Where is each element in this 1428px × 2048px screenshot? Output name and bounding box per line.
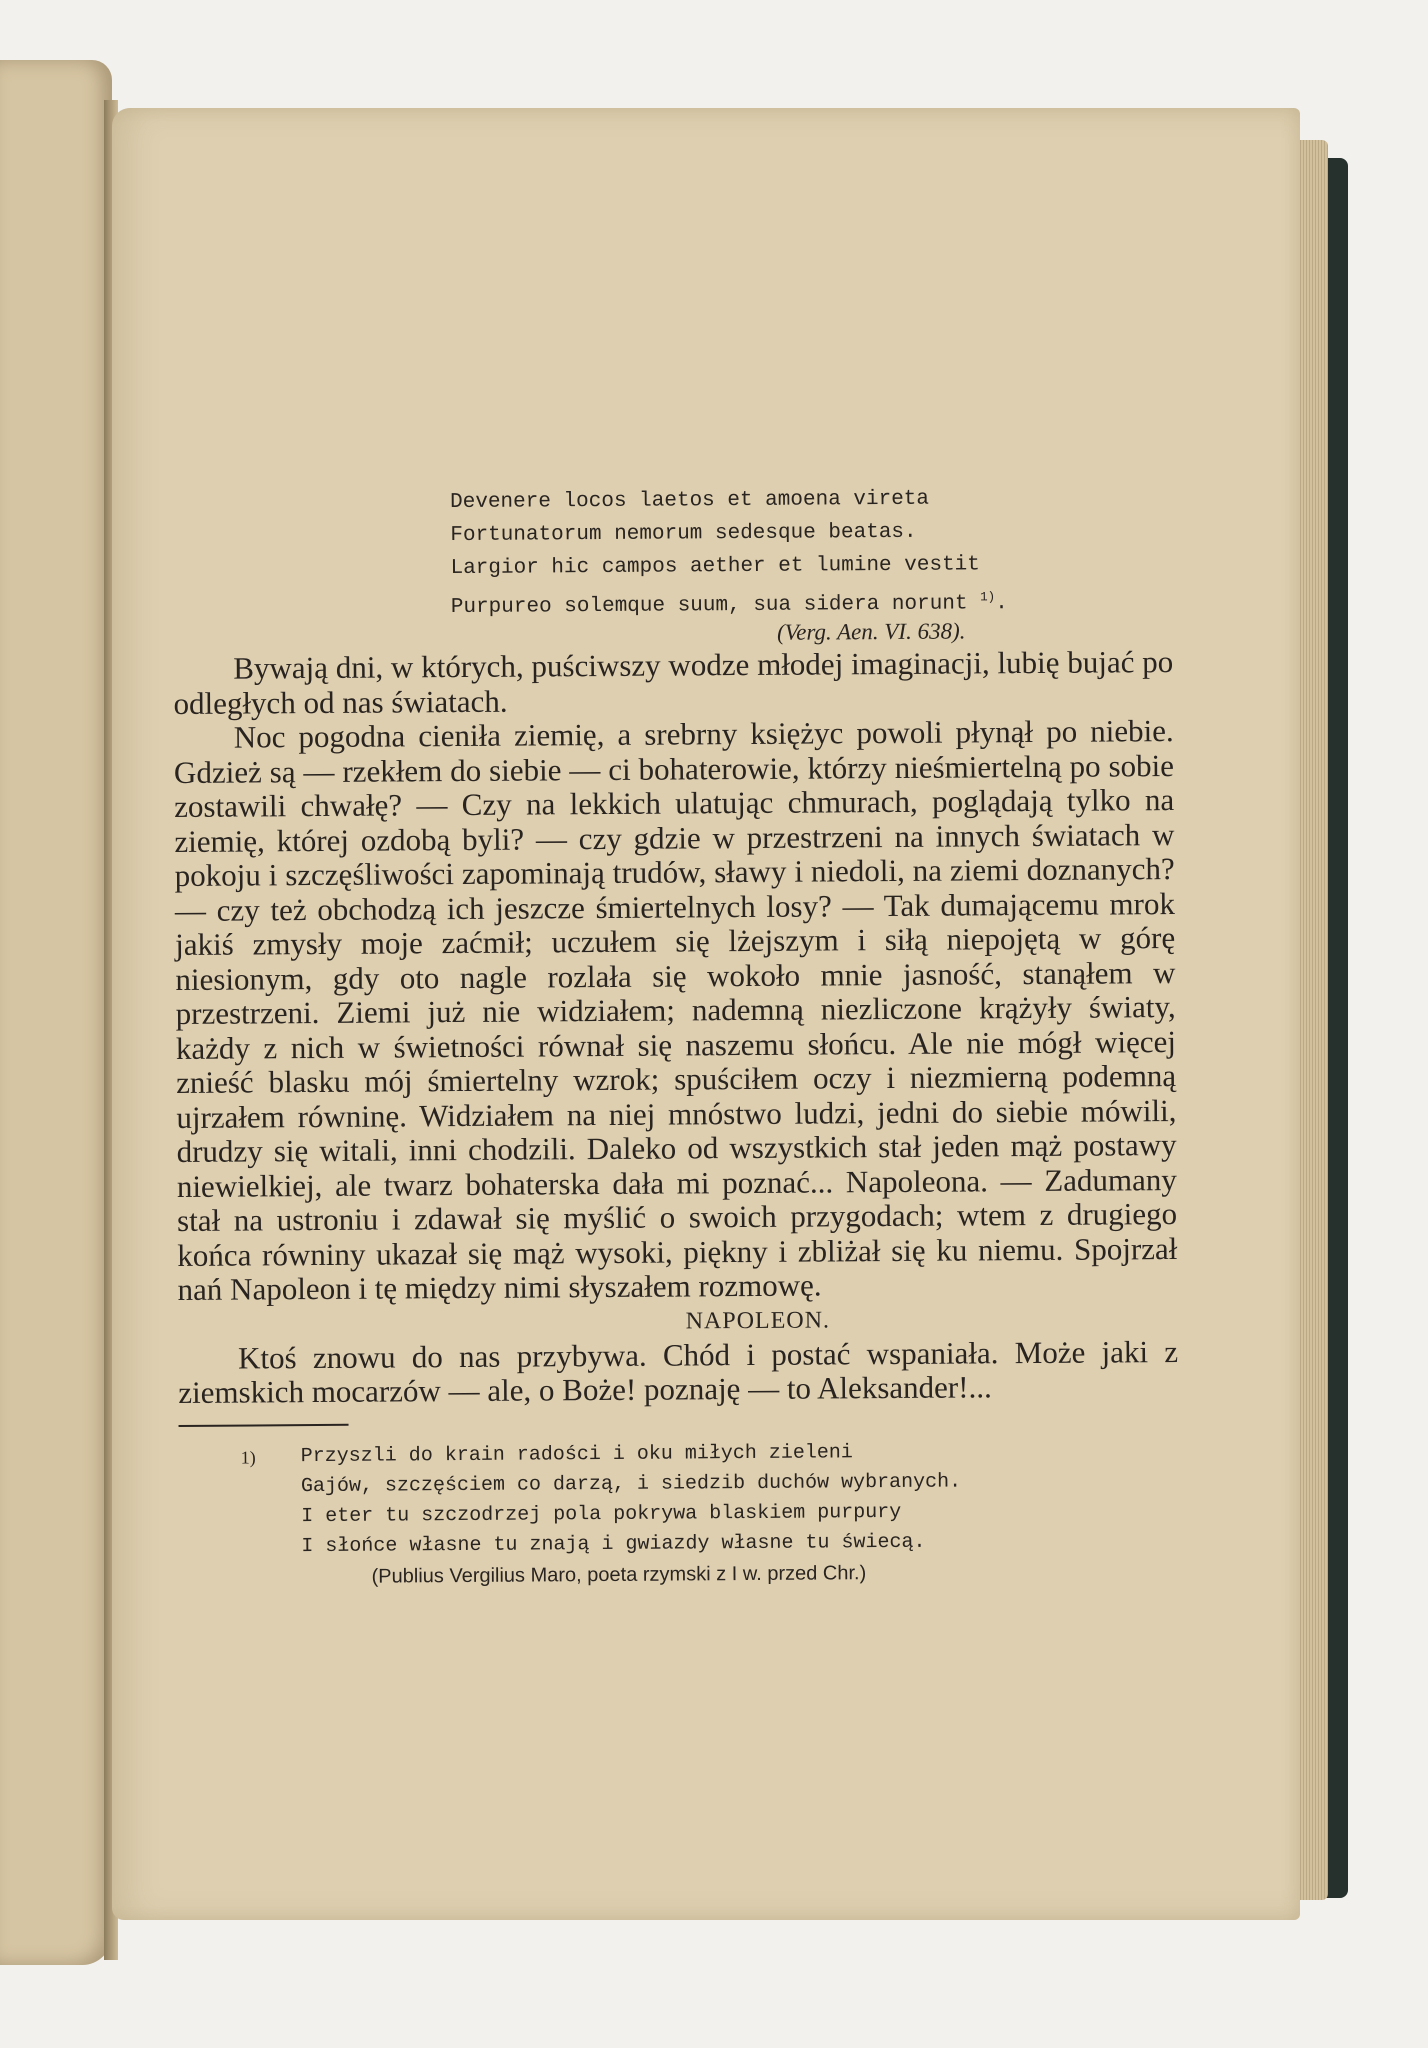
footnote-line: Gajów, szczęściem co darzą, i siedzib duchów wybranych.: [300, 1470, 962, 1498]
footnote-ref: 1): [980, 590, 996, 605]
epigraph-source: (Verg. Aen. VI. 638).: [776, 618, 966, 645]
epigraph-line: Purpureo solemque suum, sua sidera norunt $^{1)}$.: [450, 590, 1008, 620]
footnote-line: I słońce własne tu znają i gwiazdy własne tu świecą.: [301, 1530, 926, 1558]
paragraph: Bywają dni, w których, puściwszy wodze młodej imaginacji, lubię bujać po odległych od nas światach.: [173, 644, 1174, 721]
paragraph: Noc pogodna cieniła ziemię, a srebrny księżyc powoli płynął po niebie. Gdzież są — rzekłem do siebie — ci bohaterowie, którzy nieśmiertelną po sobie zostawili chwałę? — Czy na lekkich ulatując chmurach, poglądają tylko na ziemię, której ozdobą byli? — czy gdzie w przestrzeni na innych światach w pokoju i szczęśliwości zapominają trudów, sławy i niedoli, na ziemi doznanych? — czy też obchodzą ich jeszcze śmiertelnych losy? — Tak dumającemu mrok jakiś zmysły moje zaćmił; uczułem się lżejszym i siłą niepojętą w górę niesionym, gdy oto nagle rozlała się wokoło mnie jasność, stanąłem w przestrzeni. Ziemi już nie widziałem; nademną niezliczone krążyły światy, każdy z nich w świetności równał się naszemu słońcu. Ale nie mógł więcej znieść blasku mój śmiertelny wzrok; spuściłem oczy i niezmierną podemną ujrzałem równinę. Widziałem na niej mnóstwo ludzi, jedni do siebie mówili, drudzy się witali, inni chodzili. Daleko od wszystkich stał jeden mąż postawy niewielkiej, ale twarz bohaterska dała mi poznać... Napoleona. — Zadumany stał na ustroniu i zdawał się myślić o swoich przygodach; wtem z drugiego końca równiny ukazał się mąż wysoki, piękny i zbliżał się ku niemu. Spojrzał nań Napoleon i tę między nimi słyszałem rozmowę.: [173, 713, 1178, 1307]
speech-text: Ktoś znowu do nas przybywa. Chód i postać wspaniała. Może jaki z ziemskich mocarzów — ale, o Boże! poznaję — to Aleksander!...: [178, 1333, 1179, 1410]
speaker-name: NAPOLEON.: [685, 1306, 831, 1334]
epigraph-line: Largior hic campos aether et lumine vestit: [450, 553, 980, 581]
footnote-line: I eter tu szczodrzej pola pokrywa blaskiem purpury: [301, 1500, 902, 1528]
footnote-rule: [179, 1423, 349, 1426]
footnote-mark: 1): [240, 1446, 256, 1468]
epigraph-line: Devenere locos laetos et amoena vireta: [450, 487, 930, 515]
book-page: [112, 108, 1300, 1920]
page-text: [172, 480, 1280, 1592]
left-page-edge: [0, 60, 112, 1965]
footnote-credit: (Publius Vergilius Maro, poeta rzymski z I w. przed Chr.): [371, 1561, 867, 1588]
epigraph: [450, 481, 1111, 646]
body-text: [173, 645, 1178, 1307]
footnote-line: Przyszli do krain radości i oku miłych zieleni: [300, 1440, 853, 1468]
epigraph-line-text: Purpureo solemque suum, sua sidera norunt: [450, 592, 968, 620]
epigraph-line: Fortunatorum nemorum sedesque beatas.: [450, 520, 917, 548]
footnote: [179, 1435, 1280, 1593]
